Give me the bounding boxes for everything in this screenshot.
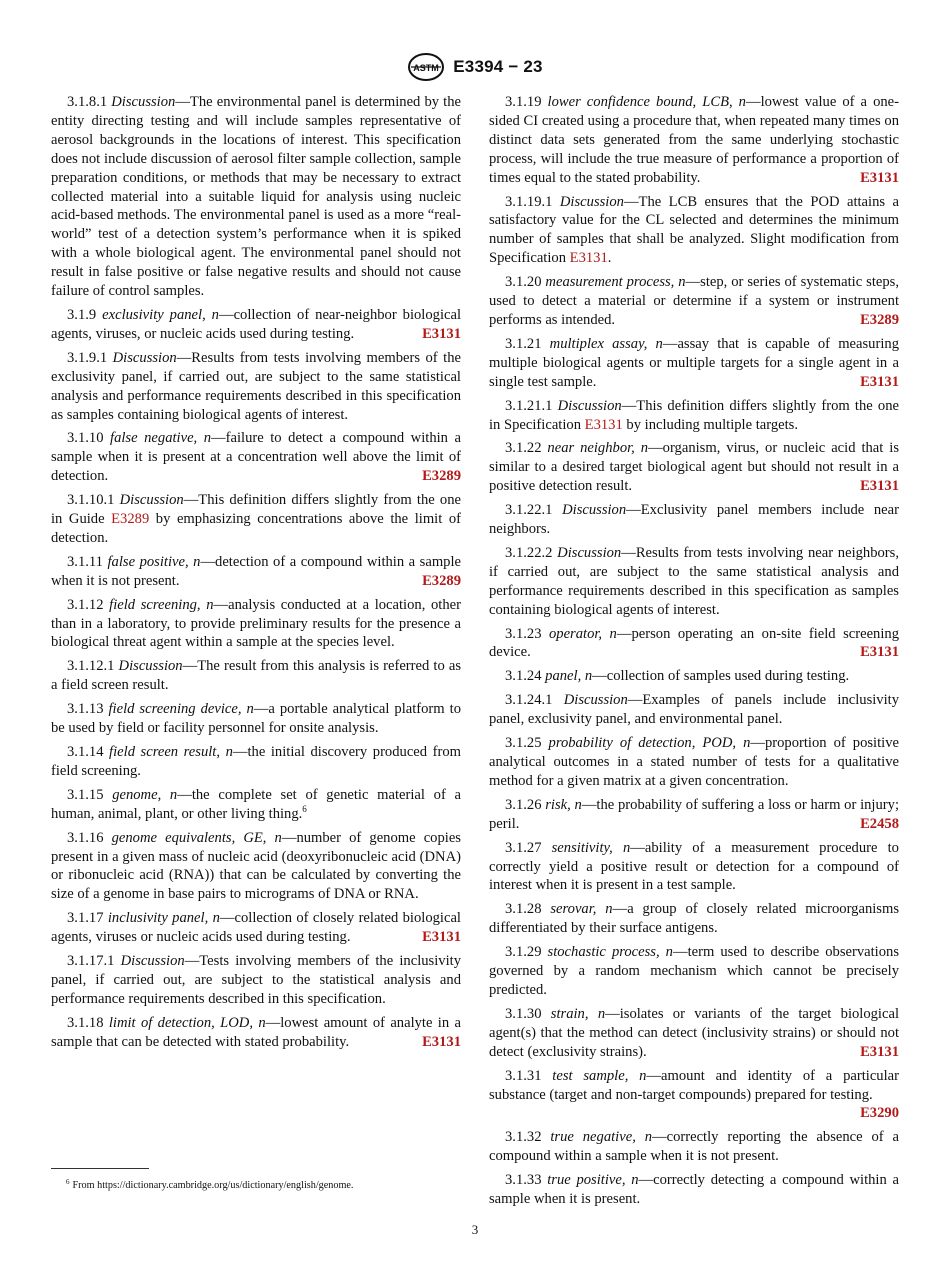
entry-text: —Tests involving members of the inclusivity panel, if carried out, are subject to the statistical analysis and performance requirements described in this specification. [51, 953, 461, 1007]
definition-entry [489, 544, 899, 620]
entry-text: —detection of a compound within a sample when it is not present. [51, 553, 462, 589]
entry-text: —a portable analytical platform to be used by field or facility personnel for onsite analysis. [51, 701, 461, 737]
footnote-divider [51, 1168, 149, 1169]
definition-entry [51, 829, 461, 905]
entry-term: serovar, n [550, 901, 613, 918]
right-column [489, 93, 899, 1214]
entry-number: 3.1.22.2 [505, 544, 553, 561]
entry-term: stochastic process, n [547, 944, 673, 961]
footnote [66, 1179, 486, 1192]
definition-entry [489, 439, 899, 496]
standard-reference-link[interactable]: E3131 [422, 1033, 461, 1050]
entry-number: 3.1.25 [505, 735, 542, 752]
definition-entry [489, 900, 899, 938]
entry-term: false positive, n [107, 553, 201, 570]
entry-number: 3.1.10.1 [67, 492, 115, 509]
entry-text: —step, or series of systematic steps, used to detect a material or determine if a system or instrument performs as intended. [489, 274, 899, 328]
entry-term: sensitivity, n [551, 839, 631, 856]
entry-number: 3.1.24.1 [505, 692, 553, 709]
entry-number: 3.1.15 [67, 786, 104, 803]
entry-text: —collection of near-neighbor biological agents, viruses, or nucleic acids used during testing. [51, 306, 462, 342]
entry-text: —lowest amount of analyte in a sample that can be detected with stated probability. [51, 1014, 461, 1050]
entry-number: 3.1.20 [505, 274, 542, 291]
entry-text: —The environmental panel is determined by the entity directing testing and will include samples representative of aerosol backgrounds in the locations of interest. This specification does not include discussion of aerosol filter sample collection, sample preparation conditions, or methods that may be necessary to extract collected material into a suitable liquid for analysis using nucleic acid-based methods. The environmental panel is used as a more “real-world” test of a detection system’s performance when it is spiked with a whole biological agent. The environmental panel should not result in false positive or false negative results and should not cause failure of control samples. [51, 94, 461, 300]
definition-entry [51, 553, 461, 591]
entry-text-after: by including multiple targets. [622, 416, 799, 433]
entry-term: Discussion [120, 953, 185, 970]
definition-entry [51, 786, 461, 824]
standard-reference-link[interactable]: E3131 [860, 644, 899, 661]
entry-number: 3.1.17.1 [67, 953, 115, 970]
entry-term: operator, n [548, 625, 617, 642]
definition-entry [51, 596, 461, 653]
entry-text: —ability of a measurement procedure to correctly yield a positive result or detection for a compound of interest when it is present in a test sample. [489, 839, 899, 894]
definition-entry [51, 93, 461, 301]
entry-term: risk, n [545, 796, 582, 813]
definition-entry [489, 734, 899, 791]
entry-text: —collection of samples used during testing. [592, 668, 850, 685]
definition-entry [489, 1005, 899, 1062]
entry-number: 3.1.26 [505, 796, 542, 813]
entry-text: —person operating an on-site field screening device. [489, 625, 899, 661]
entry-term: field screening device, n [108, 701, 254, 718]
definition-entry [51, 909, 461, 947]
entry-number: 3.1.22 [505, 440, 542, 457]
entry-number: 3.1.9.1 [67, 349, 108, 366]
definition-entry [489, 397, 899, 435]
standard-reference-link[interactable]: E3290 [860, 1105, 899, 1122]
entry-text: —isolates or variants of the target biological agent(s) that the method can detect (inclusivity strains) or should not detect (exclusivity strains). [489, 1005, 900, 1060]
entry-number: 3.1.29 [505, 944, 542, 961]
entry-number: 3.1.23 [505, 625, 542, 642]
entry-text-after: . [607, 250, 612, 267]
standard-reference-link[interactable]: E3131 [422, 325, 461, 342]
entry-term: Discussion [563, 692, 628, 709]
inline-standard-reference-link[interactable]: E3131 [584, 416, 623, 433]
entry-text: —Results from tests involving members of the exclusivity panel, if carried out, are subject to the same statistical analysis and performance requirements described in this specification as samples containing biological agents of interest. [51, 349, 461, 423]
definition-entry [489, 691, 899, 729]
definition-entry [489, 625, 899, 663]
entry-term: genome equivalents, GE, n [111, 829, 282, 846]
entry-term: false negative, n [110, 430, 212, 447]
standard-reference-link[interactable]: E3131 [860, 169, 899, 186]
inline-standard-reference-link[interactable]: E3289 [111, 511, 150, 528]
footnote-reference[interactable]: 6 [302, 803, 307, 814]
entry-text: —the probability of suffering a loss or harm or injury; peril. [489, 796, 899, 832]
entry-term: Discussion [119, 492, 184, 509]
standard-reference-link[interactable]: E3131 [422, 929, 461, 946]
logo-text: ASTM [413, 63, 440, 73]
entry-number: 3.1.27 [505, 839, 542, 856]
entry-number: 3.1.9 [67, 306, 97, 323]
page-number: 3 [471, 1222, 479, 1237]
entry-number: 3.1.13 [67, 701, 104, 718]
definition-entry [51, 306, 461, 344]
entry-text: —Examples of panels include inclusivity panel, exclusivity panel, and environmental panel. [489, 692, 900, 728]
definition-entry [489, 943, 899, 1000]
inline-standard-reference-link[interactable]: E3131 [569, 250, 608, 267]
definition-entry [51, 952, 461, 1009]
entry-number: 3.1.16 [67, 829, 104, 846]
definition-entry [51, 657, 461, 695]
entry-term: multiplex assay, n [549, 335, 663, 352]
standard-reference-link[interactable]: E3131 [860, 478, 899, 495]
entry-text: —collection of closely related biological agents, viruses or nucleic acids used during testing. [51, 910, 461, 946]
entry-number: 3.1.10 [67, 430, 104, 447]
entry-number: 3.1.11 [67, 553, 103, 570]
entry-number: 3.1.18 [67, 1014, 104, 1031]
entry-number: 3.1.30 [505, 1005, 542, 1022]
entry-term: inclusivity panel, n [107, 910, 220, 927]
footnote-text: From https://dictionary.cambridge.org/us/dictionary/english/genome. [72, 1180, 354, 1191]
astm-logo-icon [407, 52, 445, 82]
entry-number: 3.1.21 [505, 335, 542, 352]
definition-entry [51, 429, 461, 486]
entry-text: —The result from this analysis is referred to as a field screen result. [51, 658, 461, 694]
footnote-marker: 6 [66, 1177, 70, 1186]
standard-reference-link[interactable]: E3131 [860, 373, 899, 390]
entry-term: true negative, n [550, 1129, 653, 1146]
entry-text: —correctly reporting the absence of a compound within a sample when it is not present. [489, 1129, 899, 1165]
entry-number: 3.1.14 [67, 744, 104, 760]
entry-term: Discussion [112, 349, 177, 366]
definition-entry [489, 1067, 899, 1124]
entry-term: probability of detection, POD, n [548, 735, 751, 752]
entry-term: Discussion [557, 397, 622, 414]
standard-reference-link[interactable]: E3131 [860, 1043, 899, 1060]
entry-number: 3.1.31 [505, 1067, 542, 1084]
entry-term: limit of detection, LOD, n [108, 1014, 266, 1031]
entry-term: near neighbor, n [547, 440, 649, 457]
entry-text: —correctly detecting a compound within a sample when it is present. [489, 1172, 899, 1208]
entry-term: exclusivity panel, n [102, 306, 219, 323]
definition-entry [489, 193, 899, 269]
definition-entry [489, 839, 899, 896]
entry-text: —This definition differs slightly from the one in Guide [51, 492, 461, 528]
entry-text: —failure to detect a compound within a sample when it is present at a concentration well above the limit of detection. [51, 430, 461, 485]
entry-term: panel, n [545, 668, 593, 685]
entry-number: 3.1.24 [505, 668, 542, 685]
document-designation: E3394 − 23 [453, 57, 543, 76]
definition-entry [51, 1014, 461, 1052]
entry-text: —organism, virus, or nucleic acid that is similar to a desired target biological agent but should not result in a positive detection result. [489, 440, 899, 495]
entry-term: true positive, n [547, 1172, 639, 1189]
entry-number: 3.1.28 [505, 901, 542, 918]
definition-entry [489, 1171, 899, 1209]
definition-entry [489, 796, 899, 834]
entry-term: field screening, n [109, 596, 214, 613]
entry-term: strain, n [550, 1005, 606, 1022]
entry-number: 3.1.22.1 [505, 502, 553, 519]
standard-reference-link[interactable]: E3289 [422, 468, 461, 485]
entry-text: —The LCB ensures that the POD attains a satisfactory value for the CL selected and determines the minimum number of samples that shall be analyzed. Slight modification from Specification [489, 193, 899, 267]
entry-text: —term used to describe observations governed by a random mechanism which cannot be precisely predicted. [489, 944, 899, 998]
entry-text: —the complete set of genetic material of a human, animal, plant, or other living thing. [51, 786, 461, 822]
definition-entry [489, 667, 899, 686]
standard-reference-link[interactable]: E2458 [860, 815, 899, 832]
entry-term: Discussion [559, 193, 624, 210]
entry-text: —Results from tests involving near neighbors, if carried out, are subject to the same statistical analysis and performance requirements described in this specification as samples containing biological agents of interest. [489, 544, 899, 618]
definition-entry [489, 335, 899, 392]
entry-number: 3.1.8.1 [67, 94, 108, 110]
entry-text: —lowest value of a one-sided CI created using a procedure that, when repeated many times on distinct data sets generated from the same underlying stochastic process, will include the true measure of performance a proportion of times equal to the stated probability. [489, 94, 899, 186]
entry-number: 3.1.32 [505, 1129, 542, 1146]
definition-entry [51, 700, 461, 738]
standard-reference-link[interactable]: E3289 [422, 572, 461, 589]
entry-number: 3.1.19 [505, 94, 542, 110]
definition-entry [489, 1128, 899, 1166]
entry-term: genome, n [112, 786, 178, 803]
definition-entry [51, 743, 461, 781]
entry-term: Discussion [562, 502, 627, 519]
entry-text: —This definition differs slightly from the one in Specification [489, 397, 899, 433]
definition-entry [51, 349, 461, 425]
entry-text: —number of genome copies present in a given mass of nucleic acid (deoxyribonucleic acid (DNA) or ribonucleic acid (RNA)) that can be calculated by converting the size of a genome in base pairs to micrograms of DNA or RNA. [51, 829, 461, 903]
entry-number: 3.1.33 [505, 1172, 542, 1189]
entry-text-after: by emphasizing concentrations above the limit of detection. [51, 511, 461, 546]
entry-text: —amount and identity of a particular substance (target and non-target compounds) prepared for testing. [489, 1067, 899, 1103]
entry-term: Discussion [111, 94, 176, 110]
standard-reference-link[interactable]: E3289 [860, 311, 899, 328]
definition-entry [489, 501, 899, 539]
definition-entry [51, 491, 461, 548]
entry-text: —the initial discovery produced from field screening. [51, 744, 461, 779]
entry-number: 3.1.21.1 [505, 397, 553, 414]
entry-term: measurement process, n [545, 274, 686, 291]
entry-number: 3.1.19.1 [505, 193, 553, 210]
entry-term: lower confidence bound, LCB, n [547, 94, 746, 110]
entry-term: Discussion [118, 658, 183, 675]
entry-number: 3.1.17 [67, 910, 104, 927]
entry-term: field screen result, n [109, 744, 233, 760]
entry-text: —proportion of positive analytical outcomes in a stated number of tests for a qualitative method for a given matrix at a given concentration. [489, 735, 899, 789]
left-column [51, 93, 461, 1057]
entry-number: 3.1.12 [67, 596, 104, 613]
entry-term: Discussion [557, 544, 622, 561]
page-header [0, 52, 950, 82]
entry-text: —a group of closely related microorganisms differentiated by their surface antigens. [489, 901, 900, 937]
entry-text: —assay that is capable of measuring multiple biological agents or multiple targets for a single agent in a single test sample. [489, 335, 899, 390]
entry-term: test sample, n [552, 1067, 647, 1084]
entry-text: —Exclusivity panel members include near neighbors. [489, 502, 899, 538]
definition-entry [489, 93, 899, 188]
entry-text: —analysis conducted at a location, other than in a laboratory, to provide preliminary results for the presence a biological threat agent within a sample at the species level. [51, 596, 461, 651]
entry-number: 3.1.12.1 [67, 658, 115, 675]
definition-entry [489, 273, 899, 330]
